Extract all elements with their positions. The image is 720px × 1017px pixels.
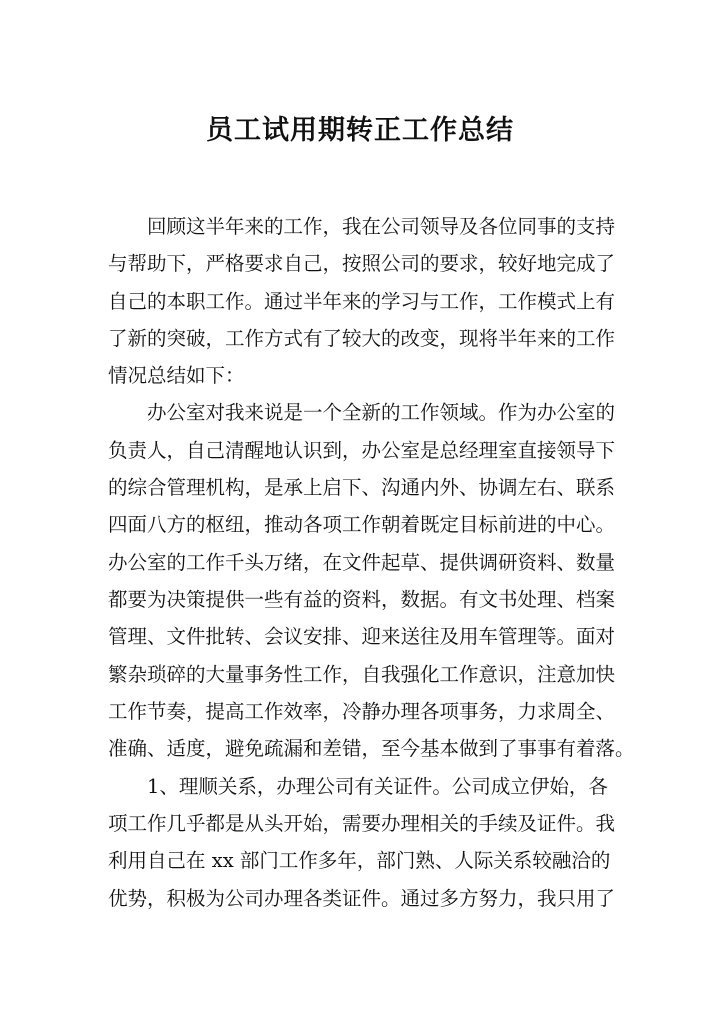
body-line: 回顾这半年来的工作，我在公司领导及各位同事的支持 xyxy=(108,215,616,238)
body-line: 的综合管理机构，是承上启下、沟通内外、协调左右、联系 xyxy=(108,476,616,499)
body-line: 办公室的工作千头万绪，在文件起草、提供调研资料、数量 xyxy=(108,551,616,574)
body-line: 办公室对我来说是一个全新的工作领域。作为办公室的 xyxy=(108,401,616,424)
body-line: 繁杂琐碎的大量事务性工作，自我强化工作意识，注意加快 xyxy=(108,663,616,686)
body-line: 了新的突破，工作方式有了较大的改变，现将半年来的工作 xyxy=(108,327,616,350)
body-line: 负责人，自己清醒地认识到，办公室是总经理室直接领导下 xyxy=(108,439,616,462)
body-line: 准确、适度，避免疏漏和差错，至今基本做到了事事有着落。 xyxy=(108,737,635,760)
body-line: 与帮助下，严格要求自己，按照公司的要求，较好地完成了 xyxy=(108,252,616,275)
body-line: 管理、文件批转、会议安排、迎来送往及用车管理等。面对 xyxy=(108,625,616,648)
body-line: 都要为决策提供一些有益的资料，数据。有文书处理、档案 xyxy=(108,588,616,611)
body-line: 工作节奏，提高工作效率，冷静办理各项事务，力求周全、 xyxy=(108,700,616,723)
body-line: 1、理顺关系，办理公司有关证件。公司成立伊始，各 xyxy=(108,775,608,798)
body-line: 情况总结如下： xyxy=(108,364,245,387)
body-line: 自己的本职工作。通过半年来的学习与工作，工作模式上有 xyxy=(108,290,616,313)
body-line: 项工作几乎都是从头开始，需要办理相关的手续及证件。我 xyxy=(108,812,616,835)
document-title: 员工试用期转正工作总结 xyxy=(206,115,514,146)
body-line: 利用自己在 xx 部门工作多年，部门熟、人际关系较融洽的 xyxy=(108,849,611,872)
body-line: 四面八方的枢纽，推动各项工作朝着既定目标前进的中心。 xyxy=(108,513,616,536)
body-line: 优势，积极为公司办理各类证件。通过多方努力，我只用了 xyxy=(108,887,616,910)
